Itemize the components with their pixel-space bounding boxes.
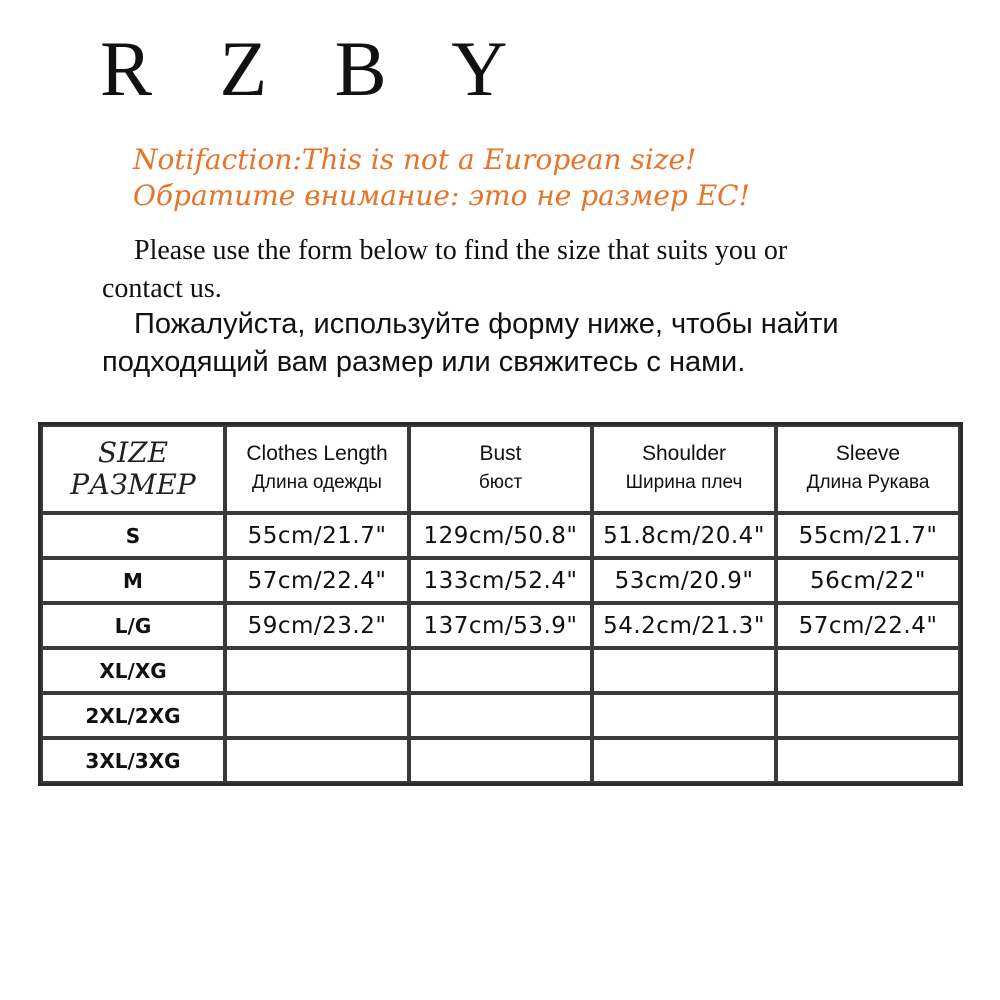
- brand-logo: R Z B Y: [100, 25, 532, 112]
- bust-cell: [409, 693, 592, 738]
- column-header-russian: Длина одежды: [252, 472, 382, 493]
- column-header-english: Clothes Length: [246, 442, 388, 465]
- column-header-english: Shoulder: [641, 442, 727, 465]
- clothes-length-cell: [225, 738, 409, 783]
- notice-russian: Обратите внимание: это не размер ЕС!: [133, 179, 750, 212]
- notice-english: Notifaction:This is not a European size!: [133, 143, 697, 176]
- sleeve-cell: 57cm/22.4": [776, 603, 960, 648]
- table-row: [41, 513, 960, 558]
- size-header-cell: [41, 425, 225, 513]
- bust-cell: 133cm/52.4": [409, 558, 592, 603]
- size-notice: [133, 142, 750, 214]
- size-label-cell: XL/XG: [41, 648, 225, 693]
- size-label-cell: 3XL/3XG: [41, 738, 225, 783]
- instructions-russian-line1: Пожалуйста, используйте форму ниже, чтобы найти: [134, 308, 839, 340]
- size-label-cell: M: [41, 558, 225, 603]
- size-label-cell: 2XL/2XG: [41, 693, 225, 738]
- column-header-russian: Длина Рукава: [806, 472, 930, 493]
- bust-cell: 137cm/53.9": [409, 603, 592, 648]
- shoulder-cell: [592, 738, 776, 783]
- size-label-cell: L/G: [41, 603, 225, 648]
- sleeve-cell: 56cm/22": [776, 558, 960, 603]
- shoulder-cell: 53cm/20.9": [592, 558, 776, 603]
- clothes-length-cell: [225, 648, 409, 693]
- shoulder-cell: 51.8cm/20.4": [592, 513, 776, 558]
- table-header-row: [41, 425, 960, 513]
- table-row: [41, 738, 960, 783]
- clothes-length-cell: [225, 693, 409, 738]
- instructions-russian-line2: подходящий вам размер или свяжитесь с нами.: [102, 346, 746, 378]
- table-row: [41, 603, 960, 648]
- bust-cell: [409, 648, 592, 693]
- column-header-bust: [409, 425, 592, 513]
- column-header-english: Sleeve: [835, 442, 901, 465]
- sleeve-cell: 55cm/21.7": [776, 513, 960, 558]
- bust-cell: [409, 738, 592, 783]
- clothes-length-cell: 57cm/22.4": [225, 558, 409, 603]
- clothes-length-cell: 55cm/21.7": [225, 513, 409, 558]
- table-row: [41, 558, 960, 603]
- size-label-cell: S: [41, 513, 225, 558]
- size-header-english: SIZE: [97, 436, 169, 469]
- instructions-russian: [102, 305, 942, 381]
- table-row: [41, 648, 960, 693]
- column-header-russian: Ширина плеч: [625, 472, 743, 493]
- column-header-english: Bust: [479, 442, 522, 465]
- size-chart-table: [38, 422, 963, 786]
- shoulder-cell: [592, 693, 776, 738]
- column-header-russian: бюст: [478, 472, 523, 493]
- column-header-clothes-length: [225, 425, 409, 513]
- table-row: [41, 693, 960, 738]
- sleeve-cell: [776, 648, 960, 693]
- instructions-english-line2: contact us.: [102, 273, 222, 304]
- sleeve-cell: [776, 738, 960, 783]
- instructions-english: [102, 232, 922, 308]
- sleeve-cell: [776, 693, 960, 738]
- shoulder-cell: [592, 648, 776, 693]
- clothes-length-cell: 59cm/23.2": [225, 603, 409, 648]
- column-header-shoulder: [592, 425, 776, 513]
- column-header-sleeve: [776, 425, 960, 513]
- size-header-russian: РАЗМЕР: [70, 468, 196, 501]
- shoulder-cell: 54.2cm/21.3": [592, 603, 776, 648]
- instructions-english-line1: Please use the form below to find the size that suits you or: [134, 235, 788, 266]
- bust-cell: 129cm/50.8": [409, 513, 592, 558]
